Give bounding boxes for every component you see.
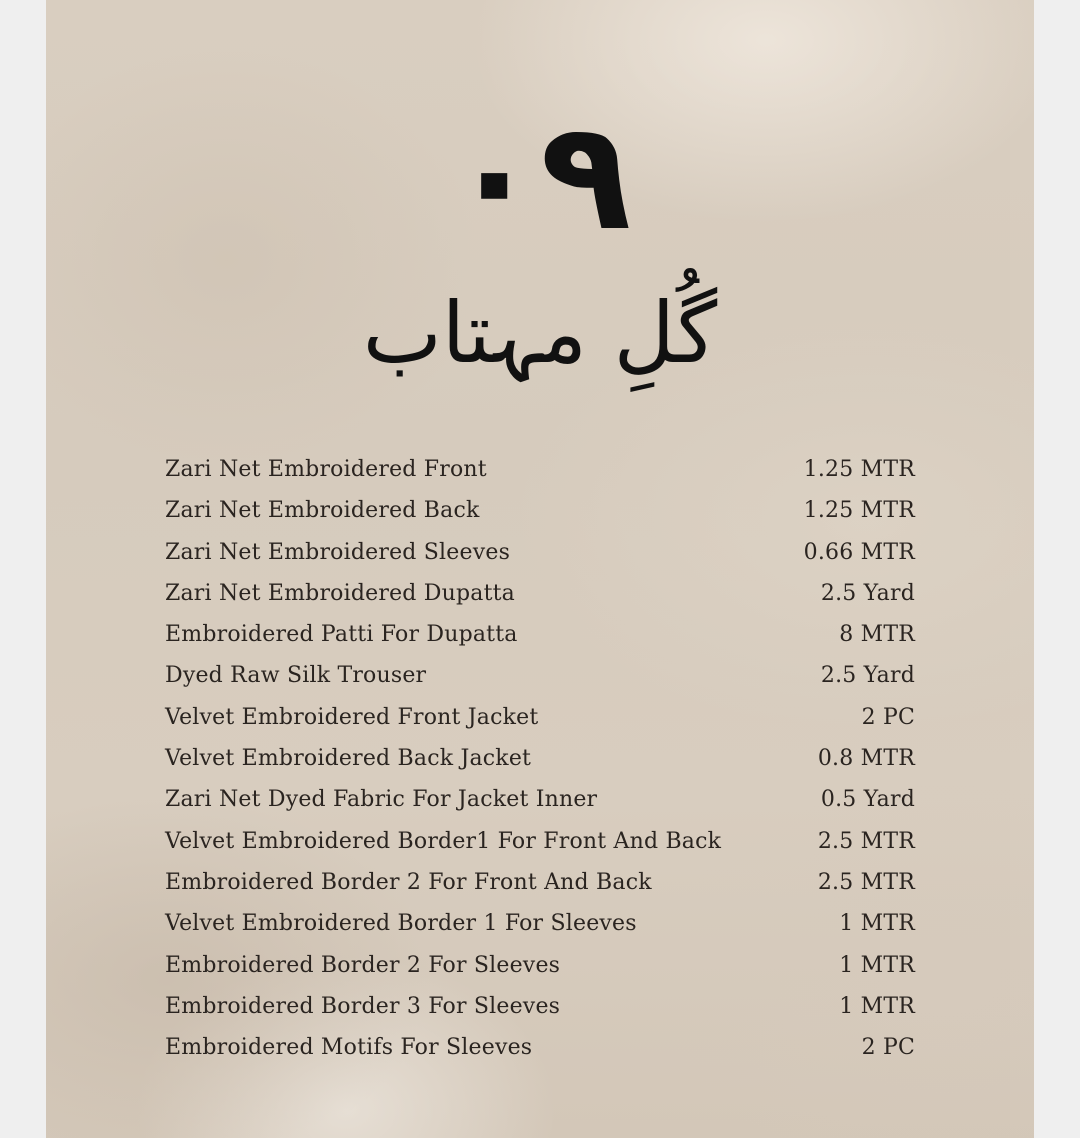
- item-quantity: 1 MTR: [839, 952, 915, 978]
- design-number: ٠٩: [448, 90, 632, 264]
- catalog-page: [46, 0, 1034, 1138]
- item-quantity: 1.25 MTR: [803, 457, 915, 482]
- item-name: Velvet Embroidered Border 1 For Sleeves: [165, 911, 637, 937]
- item-name: Zari Net Dyed Fabric For Jacket Inner: [165, 787, 598, 813]
- list-item: [165, 697, 915, 738]
- list-item: [165, 614, 915, 655]
- item-name: Embroidered Patti For Dupatta: [165, 622, 518, 648]
- item-quantity: 2 PC: [861, 1035, 915, 1061]
- item-name: Velvet Embroidered Border1 For Front And Back: [165, 828, 722, 854]
- list-item: [165, 532, 915, 573]
- list-item: [165, 903, 915, 944]
- item-name: Embroidered Border 2 For Sleeves: [165, 952, 561, 978]
- list-item: [165, 655, 915, 696]
- item-name: Embroidered Motifs For Sleeves: [165, 1035, 533, 1061]
- item-name: Velvet Embroidered Back Jacket: [165, 746, 532, 772]
- item-quantity: 2.5 MTR: [817, 828, 915, 854]
- list-item: [165, 573, 915, 614]
- list-item: [165, 779, 915, 820]
- item-quantity: 0.5 Yard: [820, 787, 915, 813]
- list-item: [165, 449, 915, 490]
- list-item: [165, 945, 915, 986]
- item-name: Embroidered Border 3 For Sleeves: [165, 993, 561, 1019]
- item-quantity: 2.5 Yard: [820, 663, 915, 689]
- item-name: Zari Net Embroidered Sleeves: [165, 539, 511, 565]
- item-quantity: 2.5 Yard: [820, 580, 915, 606]
- item-name: Velvet Embroidered Front Jacket: [165, 704, 539, 730]
- item-name: Embroidered Border 2 For Front And Back: [165, 869, 652, 895]
- item-quantity: 0.8 MTR: [817, 746, 915, 772]
- list-item: [165, 821, 915, 862]
- item-quantity: 8 MTR: [839, 622, 915, 648]
- list-item: [165, 862, 915, 903]
- item-name: Dyed Raw Silk Trouser: [165, 663, 427, 689]
- fabric-list: [165, 449, 915, 1068]
- item-quantity: 2 PC: [861, 704, 915, 730]
- list-item: [165, 738, 915, 779]
- item-quantity: 2.5 MTR: [817, 869, 915, 895]
- design-title: گُلِ مہتاب: [362, 284, 718, 382]
- item-quantity: 1 MTR: [839, 993, 915, 1019]
- item-name: Zari Net Embroidered Front: [165, 457, 487, 482]
- item-quantity: 0.66 MTR: [803, 539, 915, 565]
- item-quantity: 1.25 MTR: [803, 498, 915, 524]
- item-quantity: 1 MTR: [839, 911, 915, 937]
- item-name: Zari Net Embroidered Dupatta: [165, 580, 515, 606]
- list-item: [165, 986, 915, 1027]
- list-item: [165, 1027, 915, 1068]
- list-item: [165, 490, 915, 531]
- item-name: Zari Net Embroidered Back: [165, 498, 480, 524]
